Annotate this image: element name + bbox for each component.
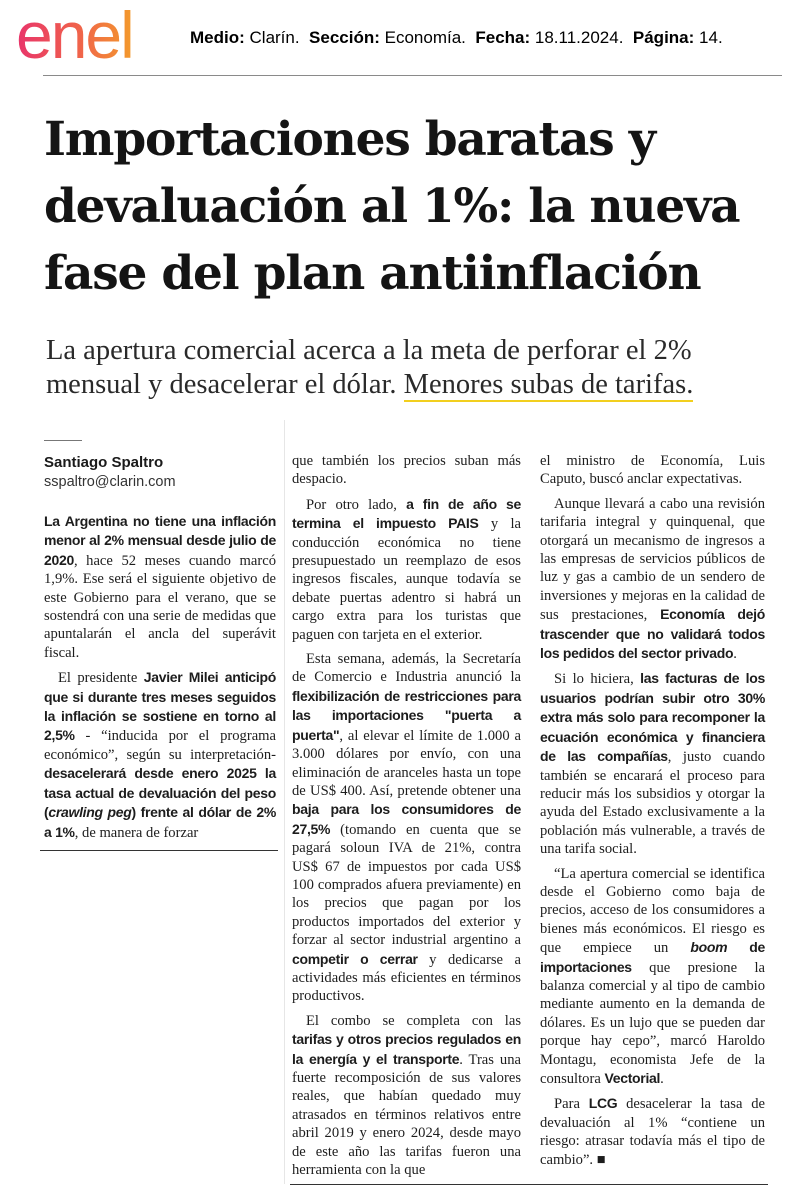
bold-italic-text: boom	[690, 939, 728, 956]
bold-text: flexibilización de restricciones para las importaciones "puerta a puerta"	[292, 687, 521, 743]
text: Para	[554, 1096, 589, 1113]
deck-highlight: Menores subas de tarifas.	[403, 369, 694, 400]
paragraph	[292, 1012, 521, 1180]
clipping-header	[0, 0, 800, 75]
bold-text: tarifas y otros precios regulados en la energía y el transporte	[292, 1031, 521, 1067]
article-column-2	[292, 452, 521, 1185]
bold-text: Vectorial	[604, 1070, 661, 1086]
column-divider	[284, 420, 285, 1184]
text: El presidente	[58, 670, 144, 687]
text: Por otro lado,	[306, 496, 407, 513]
text: , de manera de forzar	[74, 824, 199, 841]
bold-text: de importaciones	[540, 939, 765, 975]
header-divider	[43, 75, 782, 76]
text: “La apertura comercial se identifica desde el Gobierno como baja de precios, acceso de los consumidores a bienes más económicos. El riesgo es que empiece un	[540, 865, 765, 957]
fecha-value: 18.11.2024.	[534, 28, 624, 47]
text: Si lo hiciera,	[554, 671, 641, 688]
headline-line-3: fase del plan antiinflación	[44, 246, 701, 301]
svg-text:enel: enel	[16, 6, 133, 68]
text: - “inducida por el programa económico”, según su interpretación-	[44, 728, 276, 763]
text: .	[660, 1071, 664, 1087]
text: . Tras una fuerte recomposición de sus valores reales, que habían quedado muy atrasados en términos relativos entre abril 2019 y enero 2024, desde mayo de este año las tarifas fueron una herramienta con la que	[292, 1051, 522, 1179]
fecha-label: Fecha:	[475, 28, 531, 47]
text: , al elevar el límite de 1.000 a 3.000 dólares por envío, con una eliminación de aranceles hasta un tope de US$ 400. Así, pretende obtener una	[292, 727, 521, 799]
text: Esta semana, además, la Secretaría de Comercio e Industria anunció la	[292, 651, 521, 686]
paragraph	[44, 668, 276, 842]
bold-text: las facturas de los usuarios podrían subir otro 30% extra más solo para recomponer la ecuación económica y financiera de las compañías	[540, 670, 765, 765]
enel-logo	[16, 6, 178, 68]
deck-line-1: La apertura comercial acerca a la meta de perforar el 2%	[46, 335, 692, 366]
paragraph	[540, 495, 765, 664]
text: El combo se completa con las	[306, 1012, 521, 1029]
text: que también los precios suban más despacio.	[292, 453, 521, 488]
paragraph	[44, 512, 276, 662]
paragraph	[540, 452, 765, 489]
column-end-rule	[40, 850, 278, 851]
text: (tomando en cuenta que se pagará soloun IVA de 21%, contra US$ 67 de impuestos por cada US$ 100 comprados afuera previamente) en los precios que pagan por los productos importados del exterior y forzar al sector industrial argentino a	[292, 821, 521, 949]
byline-rule	[44, 440, 82, 441]
article-column-3	[540, 452, 765, 1175]
paragraph	[292, 452, 521, 489]
text: el ministro de Economía, Luis Caputo, buscó anclar expectativas.	[540, 453, 765, 488]
text: , justo cuando también se encarará el proceso para reducir más los subsidios y otorgar la ayuda del Estado exclusivamente a la población más vulnerable, a través de una tarifa social.	[540, 749, 765, 858]
seccion-value: Economía.	[384, 28, 466, 47]
deck-line-2: mensual y desacelerar el dólar.	[46, 369, 397, 400]
bold-text: ) frente al dólar de 2% a 1%	[44, 804, 276, 840]
medio-value: Clarín.	[249, 28, 300, 47]
pagina-label: Página:	[632, 28, 695, 47]
paragraph	[540, 669, 765, 858]
text: .	[733, 646, 737, 663]
article-deck	[46, 334, 786, 402]
bold-text: LCG	[588, 1095, 618, 1112]
seccion-label: Sección:	[309, 28, 380, 47]
bold-text: La Argentina no tiene una inflación menor al 2% mensual desde julio de 2020	[44, 513, 276, 568]
article-column-1	[44, 512, 276, 848]
text: Aunque llevará a cabo una revisión tarifaria integral y quinquenal, que otorgará un mecanismo de ingresos a las empresas de servicios públicos de luz y gas a cambio de un sendero de inversiones y mejoras en la calidad de sus prestaciones,	[540, 495, 765, 624]
paragraph	[540, 1094, 765, 1169]
pagina-value: 14.	[699, 28, 723, 47]
text: y dedicarse a actividades más eficientes en términos productivos.	[292, 951, 521, 1005]
paragraph	[540, 865, 765, 1089]
text: , hace 52 meses cuando marcó 1,9%. Ese será el siguiente objetivo de este Gobierno para el verano, que se sostendrá con una serie de medidas que apuntalarán el ancla del superávit fiscal.	[44, 552, 276, 661]
bold-text: baja para los consumidores de 27,5%	[292, 801, 521, 837]
bold-text: a fin de año se termina el impuesto PAIS	[292, 495, 521, 532]
bold-italic-text: crawling peg	[48, 804, 132, 821]
text: que presione la balanza comercial y al tipo de cambio mediante aumento en la demanda de dólares. Es un lujo que se pueden dar porque hay cepo”, marcó Haroldo Montagu, economista Jefe de la consultora	[540, 959, 765, 1087]
article-headline	[44, 106, 784, 307]
bold-text: Javier Milei anticipó que si durante tres meses seguidos la inflación se sostiene en torno al 2,5%	[44, 669, 276, 744]
clipping-meta	[190, 28, 723, 48]
headline-line-1: Importaciones baratas y	[44, 112, 655, 167]
bold-text: competir o cerrar	[292, 950, 418, 967]
bold-text: Economía dejó trascender que no validará todos los pedidos del sector privado	[540, 606, 765, 662]
medio-label: Medio:	[190, 28, 245, 47]
article-end-rule	[290, 1184, 768, 1185]
paragraph	[292, 650, 521, 1006]
bold-text: desacelerará desde enero 2025 la tasa actual de devaluación del peso (	[44, 765, 276, 821]
text: y la conducción económica no tiene presupuestado un reemplazo de esos ingresos fiscales, aunque todavía se debate puertas adentro si habrá un cargo extra para los turistas que paguen con tarjeta en el exterior.	[292, 516, 521, 643]
text: desacelerar la tasa de devaluación al 1% “contiene un riesgo: atrasar todavía más el tipo de cambio”. ■	[540, 1096, 765, 1168]
author-name: Santiago Spaltro	[44, 454, 164, 471]
paragraph	[292, 495, 521, 644]
headline-line-2: devaluación al 1%: la nueva	[44, 179, 740, 234]
author-email: sspaltro@clarin.com	[44, 474, 176, 490]
